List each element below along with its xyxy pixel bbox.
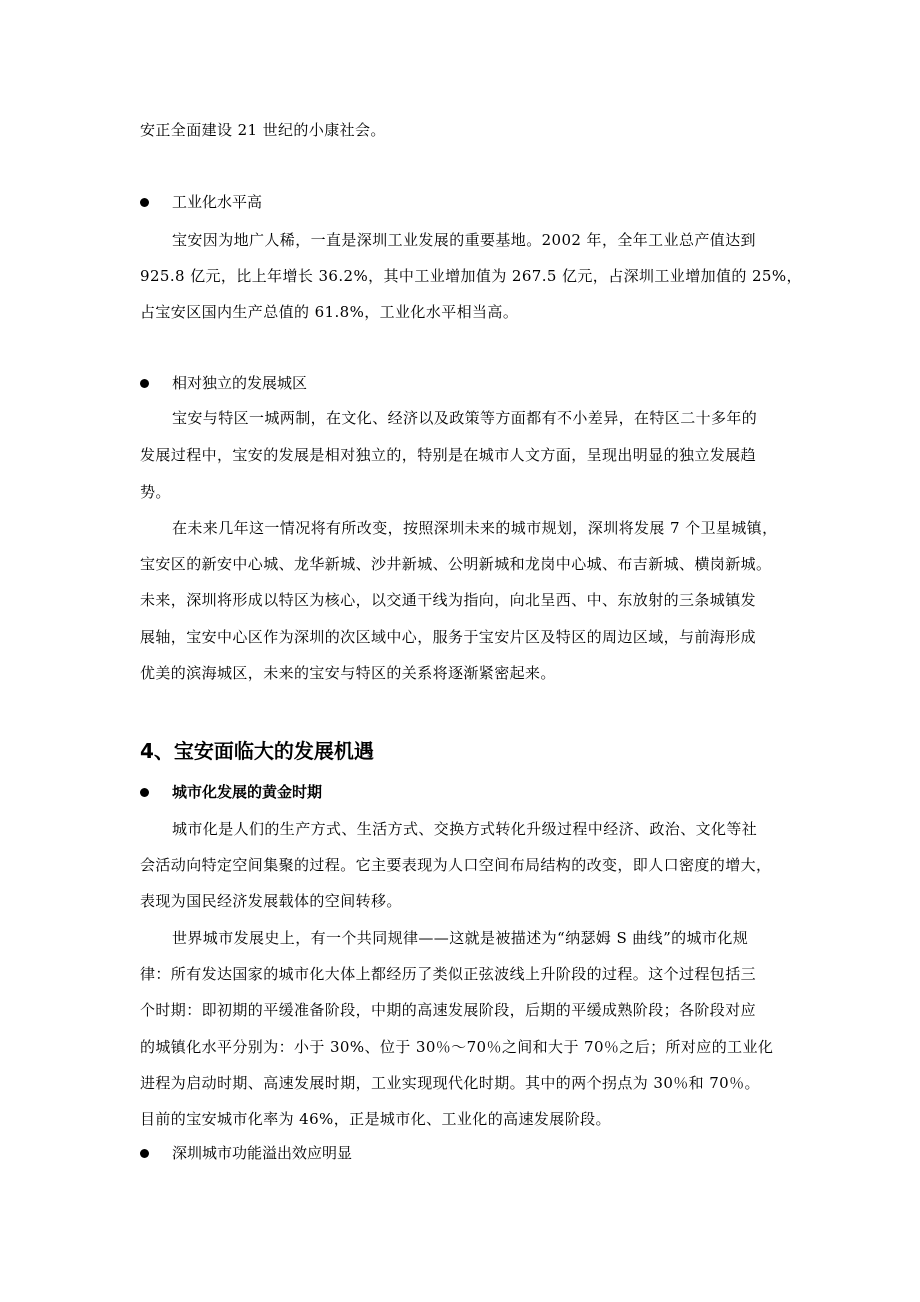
bullet-dot-icon [140,379,149,388]
paragraph-line: 的城镇化水平分别为：小于 30%、位于 30％～70％之间和大于 70％之后；所对应的工业化 [140,1038,774,1056]
bullet-title: 工业化水平高 [172,193,263,211]
paragraph-line: 安正全面建设 21 世纪的小康社会。 [140,121,386,139]
paragraph-line: 占宝安区国内生产总值的 61.8%，工业化水平相当高。 [140,303,519,321]
bullet-dot-icon [140,788,149,797]
paragraph-line: 展轴，宝安中心区作为深圳的次区域中心，服务于宝安片区及特区的周边区域，与前海形成 [140,628,757,646]
paragraph-line: 律：所有发达国家的城市化大体上都经历了类似正弦波线上升阶段的过程。这个过程包括三 [140,965,757,983]
paragraph-line: 925.8 亿元，比上年增长 36.2%，其中工业增加值为 267.5 亿元，占深圳工业增加值的 25%， [140,267,802,285]
paragraph-line: 宝安区的新安中心城、龙华新城、沙井新城、公明新城和龙岗中心城、布吉新城、横岗新城。 [140,555,772,573]
section-heading: 4、宝安面临大的发展机遇 [140,739,374,763]
paragraph-line: 世界城市发展史上，有一个共同规律——这就是被描述为“纳瑟姆 S 曲线”的城市化规 [172,929,749,947]
paragraph-line: 发展过程中，宝安的发展是相对独立的，特别是在城市人文方面，呈现出明显的独立发展趋 [140,446,757,464]
paragraph-line: 表现为国民经济发展载体的空间转移。 [140,892,402,910]
bullet-title: 相对独立的发展城区 [172,374,308,392]
paragraph-line: 城市化是人们的生产方式、生活方式、交换方式转化升级过程中经济、政治、文化等社 [172,820,758,838]
paragraph-line: 个时期：即初期的平缓准备阶段，中期的高速发展阶段，后期的平缓成熟阶段；各阶段对应 [140,1001,757,1019]
paragraph-line: 宝安因为地广人稀，一直是深圳工业发展的重要基地。2002 年，全年工业总产值达到 [172,231,756,249]
paragraph-line: 会活动向特定空间集聚的过程。它主要表现为人口空间布局结构的改变，即人口密度的增大， [140,856,772,874]
paragraph-line: 势。 [140,483,171,501]
paragraph-line: 目前的宝安城市化率为 46%，正是城市化、工业化的高速发展阶段。 [140,1110,611,1128]
paragraph-line: 优美的滨海城区，未来的宝安与特区的关系将逐渐紧密起来。 [140,664,556,682]
bullet-title: 城市化发展的黄金时期 [172,783,323,801]
paragraph-line: 未来，深圳将形成以特区为核心，以交通干线为指向，向北呈西、中、东放射的三条城镇发 [140,591,757,609]
bullet-dot-icon [140,1149,149,1158]
bullet-title: 深圳城市功能溢出效应明显 [172,1144,353,1162]
bullet-dot-icon [140,198,149,207]
paragraph-line: 在未来几年这一情况将有所改变，按照深圳未来的城市规划，深圳将发展 7 个卫星城镇， [172,519,778,537]
paragraph-line: 进程为启动时期、高速发展时期，工业实现现代化时期。其中的两个拐点为 30％和 70％。 [140,1074,760,1092]
paragraph-line: 宝安与特区一城两制，在文化、经济以及政策等方面都有不小差异，在特区二十多年的 [172,409,758,427]
